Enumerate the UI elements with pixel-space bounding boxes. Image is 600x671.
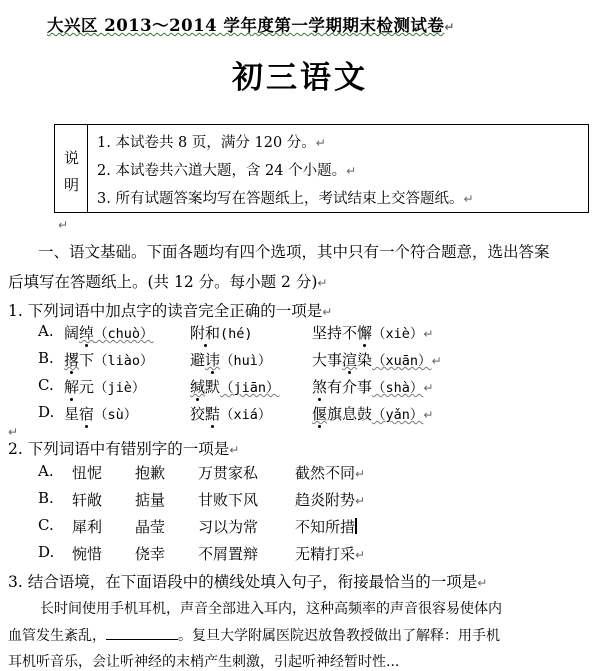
- exam-title: [47, 12, 455, 36]
- section-intro-line-1: 一、语文基础。下面各题均有四个选项，其中只有一个符合题意，选出答案: [38, 243, 550, 261]
- instruction-item-1: 1. 本试卷共 8 页，满分 120 分。↵: [97, 135, 326, 151]
- label-char-1: 说: [63, 149, 79, 167]
- instructions-label: [55, 125, 88, 212]
- return-mark-icon: ↵: [355, 548, 366, 562]
- q2-option-d-word-1: 惋惜: [72, 545, 103, 563]
- q2-option-a: A.: [38, 462, 54, 480]
- return-mark-icon: ↵: [423, 408, 434, 422]
- question-3-stem: 3. 结合语境，在下面语段中的横线处填入句子，衔接最恰当的一项是↵: [8, 573, 488, 591]
- return-mark-icon: ↵: [423, 327, 434, 341]
- q2-option-b-word-2: 掂量: [135, 491, 166, 509]
- q1-option-b-word-3: 大事渲染（xuān）↵: [312, 351, 442, 369]
- q2-option-b: B.: [38, 489, 54, 507]
- exam-subject: 初三语文: [232, 60, 368, 96]
- q1-option-c-word-1: 解元（jiè）: [64, 378, 146, 396]
- q2-option-c: C.: [38, 516, 54, 534]
- q1-option-b-word-2: 避讳（huì）: [190, 351, 272, 369]
- instruction-item-3: 3. 所有试题答案均写在答题纸上，考试结束上交答题纸。↵: [97, 191, 474, 207]
- question-1-stem: 1. 下列词语中加点字的读音完全正确的一项是↵: [8, 302, 333, 320]
- return-mark-icon: ↵: [58, 218, 69, 232]
- q2-option-d: D.: [38, 543, 55, 561]
- return-mark-icon: ↵: [355, 494, 366, 508]
- return-mark-icon: ↵: [8, 425, 19, 439]
- return-mark-icon: ↵: [431, 354, 442, 368]
- return-mark-icon: ↵: [355, 467, 366, 481]
- q1-option-d: D.: [38, 403, 55, 421]
- q2-option-c-word-2: 晶莹: [135, 518, 166, 536]
- return-mark-icon: ↵: [317, 276, 328, 290]
- q1-option-a-word-2: 附和(hé): [190, 324, 253, 342]
- q1-option-c: C.: [38, 376, 54, 394]
- q1-option-b: B.: [38, 349, 54, 367]
- section-intro-line-2: 后填写在答题纸上。(共 12 分。每小题 2 分)↵: [8, 273, 328, 291]
- return-mark-icon: ↵: [463, 192, 474, 206]
- instruction-item-2: 2. 本试卷共六道大题，含 24 个小题。↵: [97, 163, 357, 179]
- q1-option-a-word-1: 阔绰（chuò）: [64, 324, 154, 342]
- q1-option-c-word-3: 煞有介事（shà）↵: [312, 378, 434, 396]
- q2-option-c-word-3: 习以为常: [198, 518, 259, 536]
- answer-blank: [106, 627, 178, 640]
- q2-option-c-word-4: 不知所措: [295, 518, 356, 536]
- q1-option-d-word-3: 偃旗息鼓（yǎn）↵: [312, 405, 434, 423]
- return-mark-icon: ↵: [322, 305, 333, 319]
- q2-option-b-word-4: 趋炎附势↵: [295, 491, 366, 509]
- q1-option-a-word-3: 坚持不懈（xiè）↵: [312, 324, 434, 342]
- q2-option-c-word-1: 犀利: [72, 518, 103, 536]
- q2-option-d-word-3: 不屑置辩: [198, 545, 259, 563]
- q2-option-a-word-4: 截然不同↵: [295, 464, 366, 482]
- q2-option-b-word-3: 甘败下风: [198, 491, 259, 509]
- text-cursor: [355, 518, 357, 534]
- q2-option-b-word-1: 轩敞: [72, 491, 103, 509]
- return-mark-icon: ↵: [444, 20, 455, 34]
- q2-option-a-word-2: 抱歉: [135, 464, 166, 482]
- q3-passage-line-1: 长时间使用手机耳机，声音全部进入耳内，这种高频率的声音很容易使体内: [40, 601, 502, 617]
- instructions-box: [54, 124, 589, 213]
- return-mark-icon: ↵: [315, 136, 326, 150]
- return-mark-icon: ↵: [423, 381, 434, 395]
- return-mark-icon: ↵: [229, 443, 240, 457]
- question-2-stem: 2. 下列词语中有错别字的一项是↵: [8, 440, 240, 458]
- q2-option-a-word-3: 万贯家私: [198, 464, 259, 482]
- q1-option-d-word-2: 狡黠（xiá）: [190, 405, 272, 423]
- return-mark-icon: ↵: [477, 576, 488, 590]
- q2-option-a-word-1: 忸怩: [72, 464, 103, 482]
- return-mark-icon: ↵: [346, 164, 357, 178]
- exam-title-text: 大兴区 2013～2014 学年度第一学期期末检测试卷: [47, 16, 445, 35]
- q1-option-a: A.: [38, 322, 54, 340]
- q2-option-d-word-2: 侥幸: [135, 545, 166, 563]
- q1-option-c-word-2: 缄默（jiān）: [190, 378, 280, 396]
- q1-option-d-word-1: 星宿（sù）: [64, 405, 138, 423]
- label-char-2: 明: [63, 176, 79, 194]
- q2-option-d-word-4: 无精打采↵: [295, 545, 366, 563]
- q1-option-b-word-1: 撂下（liào）: [64, 351, 154, 369]
- q3-passage-line-3: 耳机听音乐，会让听神经的末梢产生刺激，引起听神经暂时性...: [8, 654, 400, 670]
- q3-passage-line-2: 血管发生紊乱， 。复旦大学附属医院迟放鲁教授做出了解释：用手机: [8, 628, 500, 644]
